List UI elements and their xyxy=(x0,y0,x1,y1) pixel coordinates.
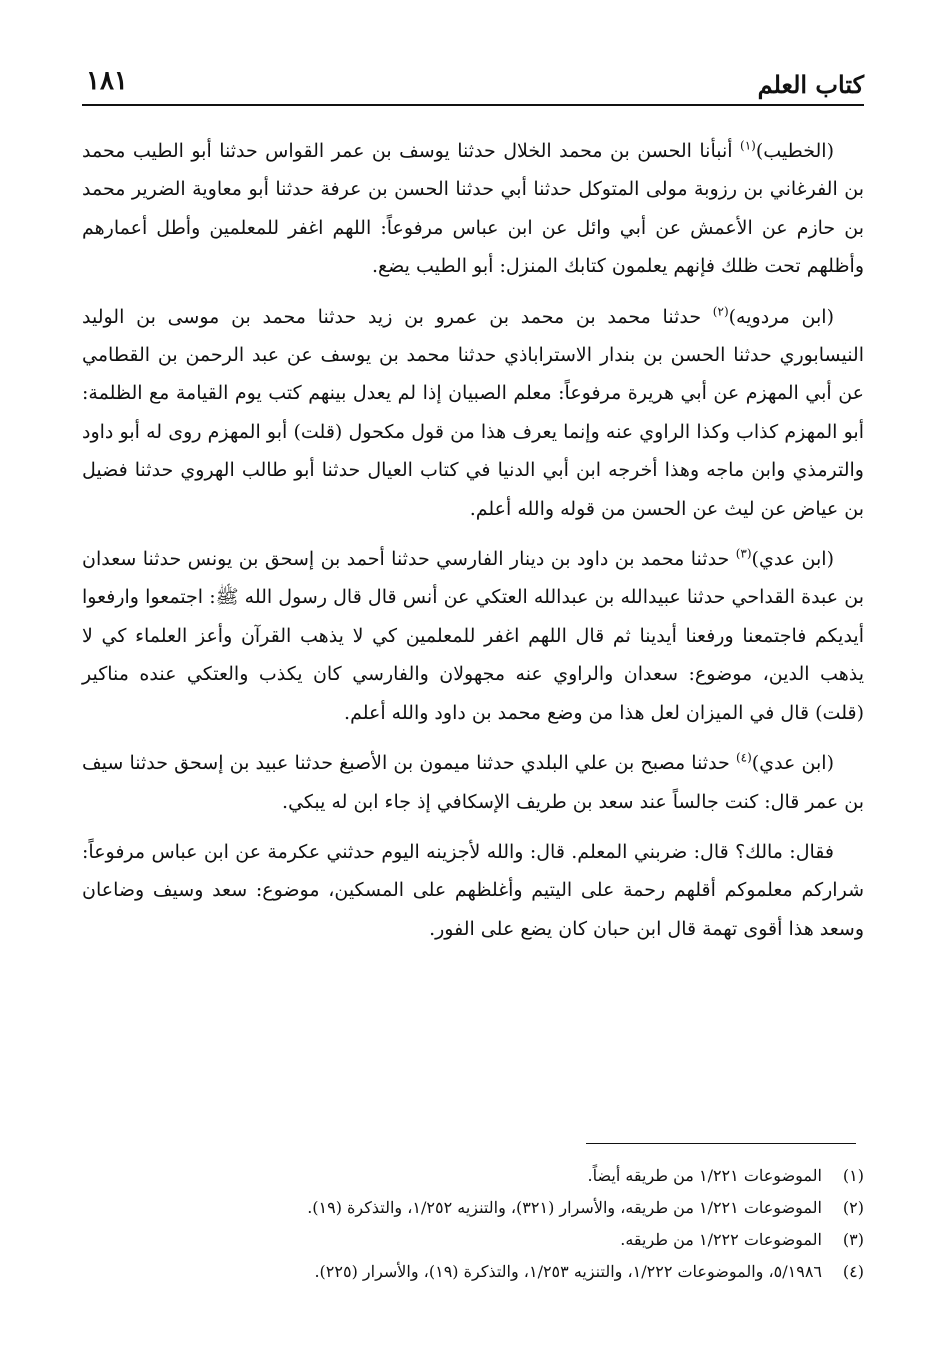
main-text xyxy=(82,132,864,960)
footnote-text: الموضوعات ١/٢٢٢ من طريقه. xyxy=(620,1230,822,1249)
paragraph-5 xyxy=(82,833,864,948)
page-header xyxy=(82,62,864,106)
footnote-number: (٣) xyxy=(842,1230,864,1249)
paragraph-text: أنبأنا الحسن بن محمد الخلال حدثنا يوسف بن عمر القواس حدثنا أبو الطيب محمد بن الفرغاني بن رزوبة مولى المتوكل حدثنا أبي حدثنا الحسن بن عرفة حدثنا أبو معاوية الضرير محمد بن حازم عن الأعمش عن أبي وائل عن ابن عباس مرفوعاً: اللهم اغفر للمعلمين وأطل أعمارهم وأظلهم تحت ظلك فإنهم يعلمون كتابك المنزل: أبو الطيب يضع. xyxy=(82,140,865,278)
footnote-ref: (٤) xyxy=(735,750,752,765)
page-number: ١٨١ xyxy=(86,66,128,96)
paragraph-text: حدثنا محمد بن داود بن دينار الفارسي حدثنا أحمد بن إسحق بن يونس حدثنا سعدان بن عبدة القداحي حدثنا عبيدالله بن عبدالله العتكي عن أنس قال قال رسول الله ﷺ: اجتمعوا وارفعوا أيديكم فاجتمعنا ورفعنا أيدينا ثم قال اللهم اغفر للمعلمين كي لا يذهب القرآن وأعز العلماء كي لا يذهب الدين، موضوع: سعدان والراوي عنه مجهولان والفارسي كان يكذب والعتكي عنده مناكير (قلت) قال في الميزان لعل هذا من وضع محمد بن داود والله أعلم. xyxy=(82,548,864,724)
footnote-ref: (٢) xyxy=(712,304,729,319)
footnote-number: (٤) xyxy=(842,1262,864,1281)
paragraph-source: (ابن مردويه) xyxy=(728,305,834,328)
paragraph-text: حدثنا محمد بن محمد بن عمرو بن زيد حدثنا محمد بن موسى بن الوليد النيسابوري حدثنا الحسن بن بندار الاستراباذي حدثنا محمد بن يوسف عن عبد الرحمن بن القطامي عن أبي المهزم عن أبي هريرة مرفوعاً: معلم الصبيان إذا لم يعدل بينهم كتب يوم القيامة مع الظلمة: أبو المهزم كذاب وكذا الراوي عنه وإنما يعرف هذا من قول مكحول (قلت) أبو المهزم روى له أبو داود والترمذي وابن ماجه وهذا أخرجه ابن أبي الدنيا في كتاب العيال حدثنا أبو طالب الهروي حدثنا فضيل بن عياض عن ليث عن الحسن من قوله والله أعلم. xyxy=(82,305,864,520)
paragraph-source: (ابن عدي) xyxy=(751,548,834,571)
footnote-ref: (٣) xyxy=(735,546,752,561)
footnote-2 xyxy=(82,1192,864,1224)
paragraph-source: (ابن عدي) xyxy=(751,752,834,775)
footnote-separator xyxy=(586,1143,856,1144)
paragraph-1 xyxy=(82,132,864,286)
footnote-text: الموضوعات ١/٢٢١ من طريقه، والأسرار (٣٢١)، والتنزيه ١/٢٥٢، والتذكرة (١٩). xyxy=(307,1198,822,1217)
footnote-ref: (١) xyxy=(740,138,756,153)
paragraph-text: حدثنا مصبح بن علي البلدي حدثنا ميمون بن الأصبغ حدثنا عبيد بن إسحق حدثنا سيف بن عمر قال: كنت جالساً عند سعد بن طريف الإسكافي إذ جاء ابن له يبكي. xyxy=(82,752,864,813)
footnote-number: (١) xyxy=(842,1166,864,1185)
footnote-1 xyxy=(82,1160,864,1192)
footnote-text: ٥/١٩٨٦، والموضوعات ١/٢٢٢، والتنزيه ١/٢٥٣، والتذكرة (١٩)، والأسرار (٢٢٥). xyxy=(314,1262,822,1281)
paragraph-source: (الخطيب) xyxy=(755,140,834,162)
paragraph-2 xyxy=(82,298,864,528)
footnote-text: الموضوعات ١/٢٢١ من طريقه أيضاً. xyxy=(587,1166,822,1185)
footnote-number: (٢) xyxy=(842,1198,864,1217)
footnotes xyxy=(82,1160,864,1288)
paragraph-3 xyxy=(82,540,864,732)
paragraph-text: فقال: مالك؟ قال: ضربني المعلم. قال: والله لأجزينه اليوم حدثني عكرمة عن ابن عباس مرفوعاً: شراركم معلموكم أقلهم رحمة على اليتيم وأغلظهم على المسكين، موضوع: سعد وسيف وضاعان وسعد هذا أقوى تهمة قال ابن حبان كان يضع على الفور. xyxy=(82,840,864,940)
footnote-3 xyxy=(82,1224,864,1256)
chapter-title: كتاب العلم xyxy=(757,70,864,99)
paragraph-4 xyxy=(82,744,864,821)
footnote-4 xyxy=(82,1256,864,1288)
